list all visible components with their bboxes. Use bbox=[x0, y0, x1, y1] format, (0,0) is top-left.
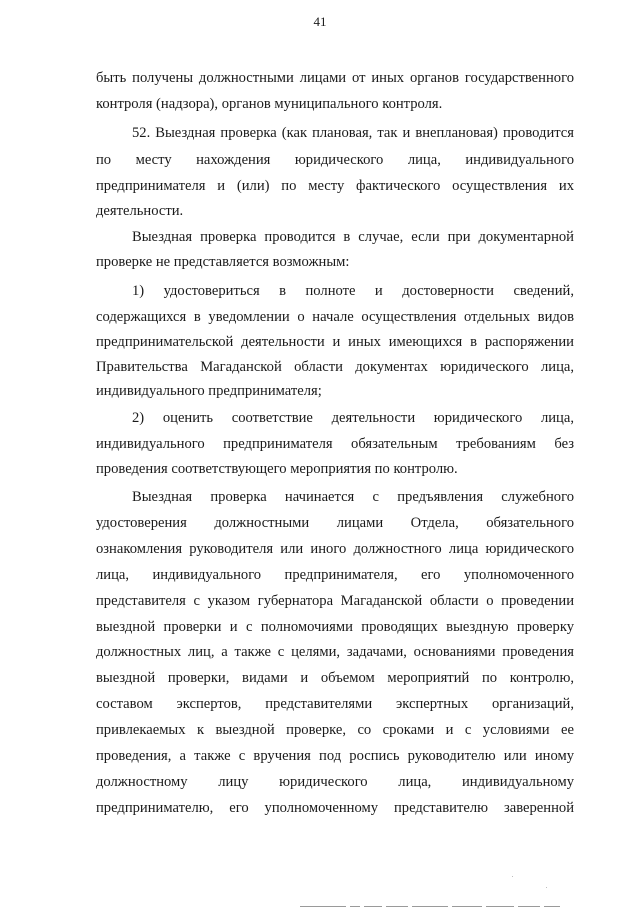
text-line: Выездная проверка начинается с предъявления служебного bbox=[132, 489, 574, 505]
text-line: представителя с указом губернатора Магаданской области о проведении bbox=[96, 593, 574, 609]
text-line: 1) удостовериться в полноте и достоверности сведений, bbox=[132, 283, 574, 299]
text-line: проверке не представляется возможным: bbox=[96, 254, 350, 270]
text-line: проведения, а также с вручения под роспись руководителю или иному bbox=[96, 748, 574, 764]
text-line: индивидуального предпринимателя обязательным требованиям без bbox=[96, 436, 574, 452]
text-line: быть получены должностными лицами от иных органов государственного bbox=[96, 70, 574, 86]
text-line: по месту нахождения юридического лица, индивидуального bbox=[96, 152, 574, 168]
text-line: содержащихся в уведомлении о начале осуществления отдельных видов bbox=[96, 309, 574, 325]
text-line: деятельности. bbox=[96, 203, 184, 219]
text-line: предпринимателя и (или) по месту фактического осуществления их bbox=[96, 178, 574, 194]
text-line: лица, индивидуального предпринимателя, его уполномоченного bbox=[96, 567, 574, 583]
scan-edge-marks bbox=[300, 897, 564, 899]
text-line: предпринимателю, его уполномоченному представителю заверенной bbox=[96, 800, 574, 816]
text-line: удостоверения должностными лицами Отдела, обязательного bbox=[96, 515, 574, 531]
text-line: Правительства Магаданской области документах юридического лица, bbox=[96, 359, 574, 375]
text-line: должностных лиц, а также с целями, задачами, основаниями проведения bbox=[96, 644, 574, 660]
text-line: проведения соответствующего мероприятия по контролю. bbox=[96, 461, 458, 477]
text-line: ознакомления руководителя или иного должностного лица юридического bbox=[96, 541, 574, 557]
text-line: 2) оценить соответствие деятельности юридического лица, bbox=[132, 410, 574, 426]
text-line: Выездная проверка проводится в случае, если при документарной bbox=[132, 229, 574, 245]
scan-speck bbox=[512, 876, 513, 877]
text-line: выездной проверки, видами и объемом мероприятий по контролю, bbox=[96, 670, 574, 686]
text-line: привлекаемых к выездной проверке, со сроками и с условиями ее bbox=[96, 722, 574, 738]
page-number: 41 bbox=[313, 14, 327, 29]
text-line: предпринимательской деятельности и иных имеющихся в распоряжении bbox=[96, 334, 574, 350]
text-line: выездной проверки и с полномочиями проводящих выездную проверку bbox=[96, 619, 574, 635]
scan-speck bbox=[546, 887, 547, 888]
text-line: индивидуального предпринимателя; bbox=[96, 383, 322, 399]
text-line: 52. Выездная проверка (как плановая, так и внеплановая) проводится bbox=[132, 125, 574, 141]
text-line: составом экспертов, представителями экспертных организаций, bbox=[96, 696, 574, 712]
text-line: должностному лицу юридического лица, индивидуальному bbox=[96, 774, 574, 790]
text-line: контроля (надзора), органов муниципального контроля. bbox=[96, 96, 443, 112]
